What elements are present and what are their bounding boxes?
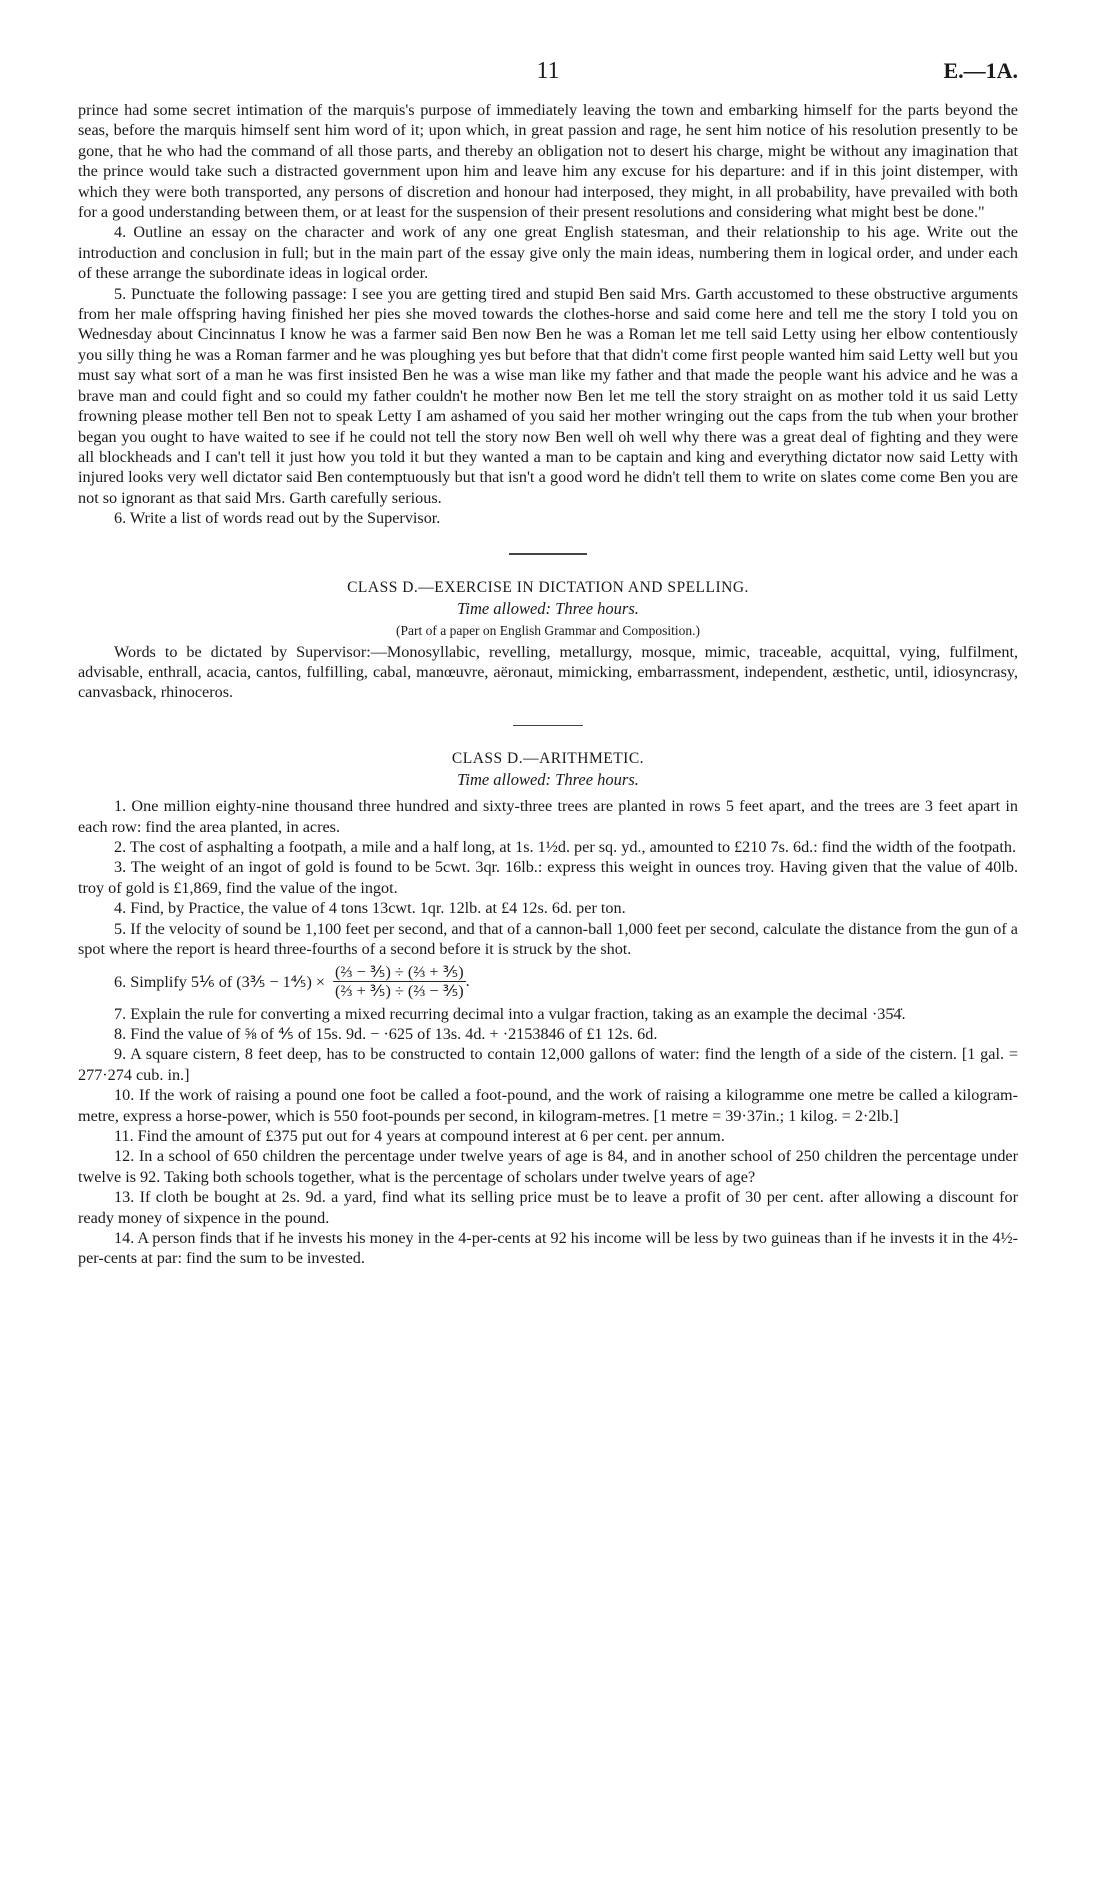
arithmetic-question: 5. If the velocity of sound be 1,100 feet per second, and that of a cannon-ball 1,000 feet per second, calculate the distance from the gun of a spot where the report is heard three-fourths of a second before it is struck by the shot. (78, 919, 1018, 959)
arithmetic-question-simplify (78, 960, 1018, 1004)
arithmetic-question: 9. A square cistern, 8 feet deep, has to be constructed to contain 12,000 gallons of water: find the length of a side of the cistern. [1 gal. = 277·274 cub. in.] (78, 1045, 1018, 1084)
arithmetic-question: 13. If cloth be bought at 2s. 9d. a yard, find what its selling price must be to leave a profit of 30 per cent. after allowing a discount for ready money of sixpence in the pound. (78, 1188, 1018, 1227)
dictation-words: Words to be dictated by Supervisor:—Monosyllabic, revelling, metallurgy, mosque, mimic, traceable, acquittal, vying, fulfilment, advisable, enthrall, acacia, cantos, fulfilling, cabal, manœuvre, aëronaut, mimicking, embarrassment, independent, æsthetic, until, idiosyncrasy, canvasback, rhinoceros. (78, 642, 1018, 702)
arithmetic-question: 11. Find the amount of £375 put out for 4 years at compound interest at 6 per cent. per annum. (114, 1126, 725, 1145)
simplify-fraction (333, 963, 466, 1000)
arithmetic-question: 10. If the work of raising a pound one foot be called a foot-pound, and the work of raising a kilogramme one metre be called a kilogram-metre, express a horse-power, which is 550 foot-pounds per second, in kilogram-metres. [1 metre = 39·37in.; 1 kilog. = 2·2lb.] (78, 1086, 1018, 1125)
arithmetic-question: 4. Find, by Practice, the value of 4 tons 13cwt. 1qr. 12lb. at £4 12s. 6d. per ton. (114, 899, 626, 918)
arithmetic-question: 8. Find the value of ⅝ of ⅘ of 15s. 9d. − ·625 of 13s. 4d. + ·2153846 of £1 12s. 6d. (114, 1024, 658, 1043)
arithmetic-question: 1. One million eighty-nine thousand three hundred and sixty-three trees are planted in rows 5 feet apart, and the trees are 3 feet apart in each row: find the area planted, in acres. (78, 797, 1018, 836)
page (78, 58, 1018, 1269)
simplify-label: 6. Simplify 5⅙ of (3⅗ − 1⅘) × (114, 972, 326, 991)
full-stop: . (465, 972, 470, 990)
dictation-note: (Part of a paper on English Grammar and Composition.) (395, 622, 701, 638)
page-number: 11 (536, 58, 560, 84)
grammar-question: 4. Outline an essay on the character and work of any one great English statesman, and their relationship to his age. Write out the introduction and conclusion in full; but in the main part of the essay give only the main ideas, numbering them in logical order, and under each of these arrange the subordinate ideas in logical order. (78, 223, 1018, 283)
dictation-time-allowed: Time allowed: Three hours. (457, 598, 639, 618)
section-divider (513, 725, 583, 727)
page-header (78, 58, 1018, 100)
arithmetic-time-allowed: Time allowed: Three hours. (457, 770, 639, 790)
grammar-question: 6. Write a list of words read out by the Supervisor. (114, 509, 441, 528)
fraction-numerator: (⅔ − ⅗) ÷ (⅔ + ⅗) (335, 963, 464, 981)
arithmetic-question: 14. A person finds that if he invests his money in the 4-per-cents at 92 his income will be less by two guineas than if he invests it in the 4½-per-cents at par: find the sum to be invested. (78, 1228, 1018, 1268)
section-divider (509, 553, 587, 555)
arithmetic-heading: CLASS D.—ARITHMETIC. (451, 750, 645, 768)
continuation-paragraph: prince had some secret intimation of the marquis's purpose of immediately leaving the town and embarking himself for the parts beyond the seas, before the marquis himself sent him word of it; upon which, in great passion and rage, he sent him notice of his resolution presently to be gone, that he who had the command of all those parts, and thereby an obligation not to desert his charge, might be without any imagination that the prince would take such a distracted government upon him and leave him any excuse for his departure: and if in this joint distemper, with which they were both transported, any persons of discretion and honour had interposed, they might, in all probability, have prevailed with both for a good understanding between them, or at least for the suspension of their present resolutions and considering what might best be done." (78, 101, 1018, 222)
grammar-question: 5. Punctuate the following passage: I see you are getting tired and stupid Ben said Mrs. Garth accustomed to these obstructive arguments from her male offspring having finished her pies she moved towards the clothes-horse and said come here and tell me the story I told you on Wednesday about Cincinnatus I know he was a farmer said Ben now Ben he was a Roman let me tell said Letty using her elbow contentiously you silly thing he was a Roman farmer and he was ploughing yes but before that that didn't come first people wanted him said Letty well but you must say what sort of a man he was first insisted Ben he was a wise man like my father and that made the people want his advice and he was a brave man and could fight and so could my father couldn't he mother now Ben let me tell the story straight on as mother told it us said Letty frowning please mother tell Ben not to speak Letty I am ashamed of you said her mother wringing out the caps from the tub when your brother began you ought to have waited to see if he could not tell the story now Ben well oh well why there was a great deal of fighting and they were all blockheads and I can't tell it just how you told it but they wanted a man to be captain and king and everything dictator now said Letty with injured looks very well dictator said Ben contemptuously but that isn't a good word he didn't tell them to write on slates come come Ben you are not so ignorant as that said Mrs. Garth carefully serious. (78, 284, 1018, 507)
dictation-heading: CLASS D.—EXERCISE IN DICTATION AND SPELLING. (347, 578, 749, 596)
arithmetic-question: 7. Explain the rule for converting a mixed recurring decimal into a vulgar fraction, taking as an example the decimal ·35̇4̇. (114, 1004, 906, 1023)
document-reference: E.—1A. (943, 58, 1018, 83)
arithmetic-question: 12. In a school of 650 children the percentage under twelve years of age is 84, and in another school of 250 children the percentage under twelve is 92. Taking both schools together, what is the percentage of scholars under twelve years of age? (78, 1147, 1018, 1186)
arithmetic-question: 2. The cost of asphalting a footpath, a mile and a half long, at 1s. 1½d. per sq. yd., amounted to £210 7s. 6d.: find the width of the footpath. (114, 838, 1016, 857)
arithmetic-question: 3. The weight of an ingot of gold is found to be 5cwt. 3qr. 16lb.: express this weight in ounces troy. Having given that the value of 40lb. troy of gold is £1,869, find the value of the ingot. (78, 858, 1018, 897)
fraction-denominator: (⅔ + ⅗) ÷ (⅔ − ⅗) (335, 982, 464, 1000)
